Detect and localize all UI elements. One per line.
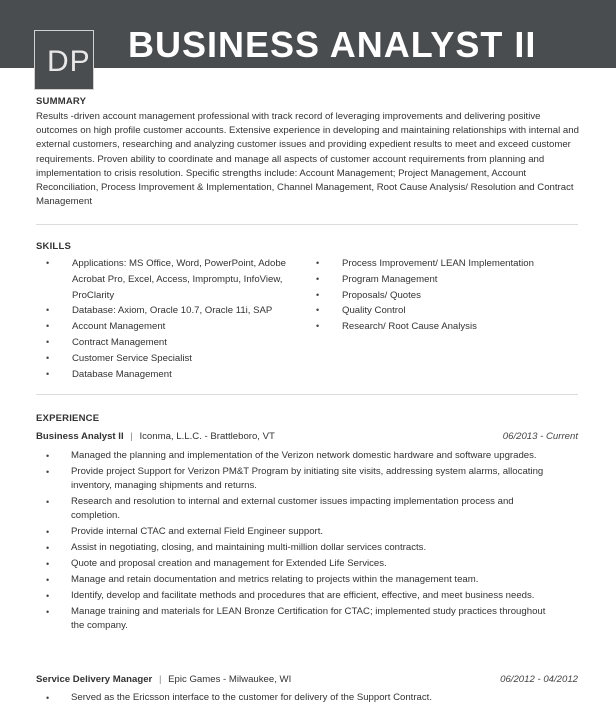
job-bullet: • Identify, develop and facilitate methods and procedures that are efficient, effective, and meet business needs. (36, 589, 556, 603)
job-dates: 06/2012 - 04/2012 (500, 674, 578, 685)
section-divider (36, 224, 578, 225)
skill-item: • Contract Management (36, 335, 306, 351)
job-title: Service Delivery Manager (36, 674, 153, 685)
skills-heading: SKILLS (36, 241, 71, 252)
monogram-badge (34, 30, 94, 90)
skills-list-right (306, 256, 576, 335)
job-bullets (36, 449, 556, 635)
job-company: Iconma, L.L.C. - Brattleboro, VT (139, 431, 275, 442)
job-bullets (36, 691, 556, 707)
skills-list-left (36, 256, 306, 382)
job-bullet: • Served as the Ericsson interface to the customer for delivery of the Support Contract. (36, 691, 556, 705)
job-bullet: • Quote and proposal creation and management for Extended Life Services. (36, 557, 556, 571)
job-separator: | (130, 431, 133, 442)
skill-item: • Process Improvement/ LEAN Implementation (306, 256, 576, 272)
skill-item: • Proposals/ Quotes (306, 288, 576, 304)
section-divider (36, 394, 578, 395)
job-bullet: • Managed the planning and implementation of the Verizon network domestic hardware and software upgrades. (36, 449, 556, 463)
job-company: Epic Games - Milwaukee, WI (168, 674, 292, 685)
monogram-initials: DP (47, 45, 91, 78)
skill-item: • Research/ Root Cause Analysis (306, 319, 576, 335)
job-bullet: • Assist in negotiating, closing, and maintaining multi-million dollar services contracts. (36, 541, 556, 555)
job-header (36, 674, 578, 685)
experience-heading: EXPERIENCE (36, 413, 100, 424)
skill-item: • Database: Axiom, Oracle 10.7, Oracle 11i, SAP (36, 303, 306, 319)
job-dates: 06/2013 - Current (502, 431, 578, 442)
skill-item: • Applications: MS Office, Word, PowerPoint, Adobe Acrobat Pro, Excel, Access, Impromptu, InfoView, ProClarity (36, 256, 306, 303)
skill-item: • Customer Service Specialist (36, 351, 306, 367)
job-separator: | (158, 674, 162, 685)
job-bullet: • Manage and retain documentation and metrics relating to projects within the management team. (36, 573, 556, 587)
skill-item: • Quality Control (306, 303, 576, 319)
summary-heading: SUMMARY (36, 96, 87, 107)
job-bullet: • Manage training and materials for LEAN Bronze Certification for CTAC; implemented study practices throughout the company. (36, 605, 556, 634)
summary-text: Results -driven account management professional with track record of leveraging improvements and delivering positive outcomes on high profile customer accounts. Extensive experience in developing and maintaining relationships with internal and external customers, researching and analyzing customer issues and providing expedient results to meet and exceed customer requirements. Proven ability to coordinate and manage all aspects of customer account requirements from planning and implementation to crisis resolution. Specific strengths include: Account Management; Project Management, Account Reconciliation, Process Improvement & Implementation, Channel Management, Root Cause Analysis/ Resolution and Contract Management (36, 111, 579, 208)
job-bullet: • Provide internal CTAC and external Field Engineer support. (36, 525, 556, 539)
job-bullet: • Research and resolution to internal and external customer issues impacting implementation process and completion. (36, 495, 556, 524)
skill-item: • Account Management (36, 319, 306, 335)
job-title: Business Analyst II (36, 431, 124, 442)
resume-title: BUSINESS ANALYST II (128, 24, 537, 65)
job-bullet: • Provide project Support for Verizon PM&T Program by initiating site visits, addressing system alarms, allocating inventory, managing shipments and returns. (36, 465, 556, 494)
skill-item: • Program Management (306, 272, 576, 288)
skill-item: • Database Management (36, 367, 306, 383)
job-header (36, 431, 578, 442)
